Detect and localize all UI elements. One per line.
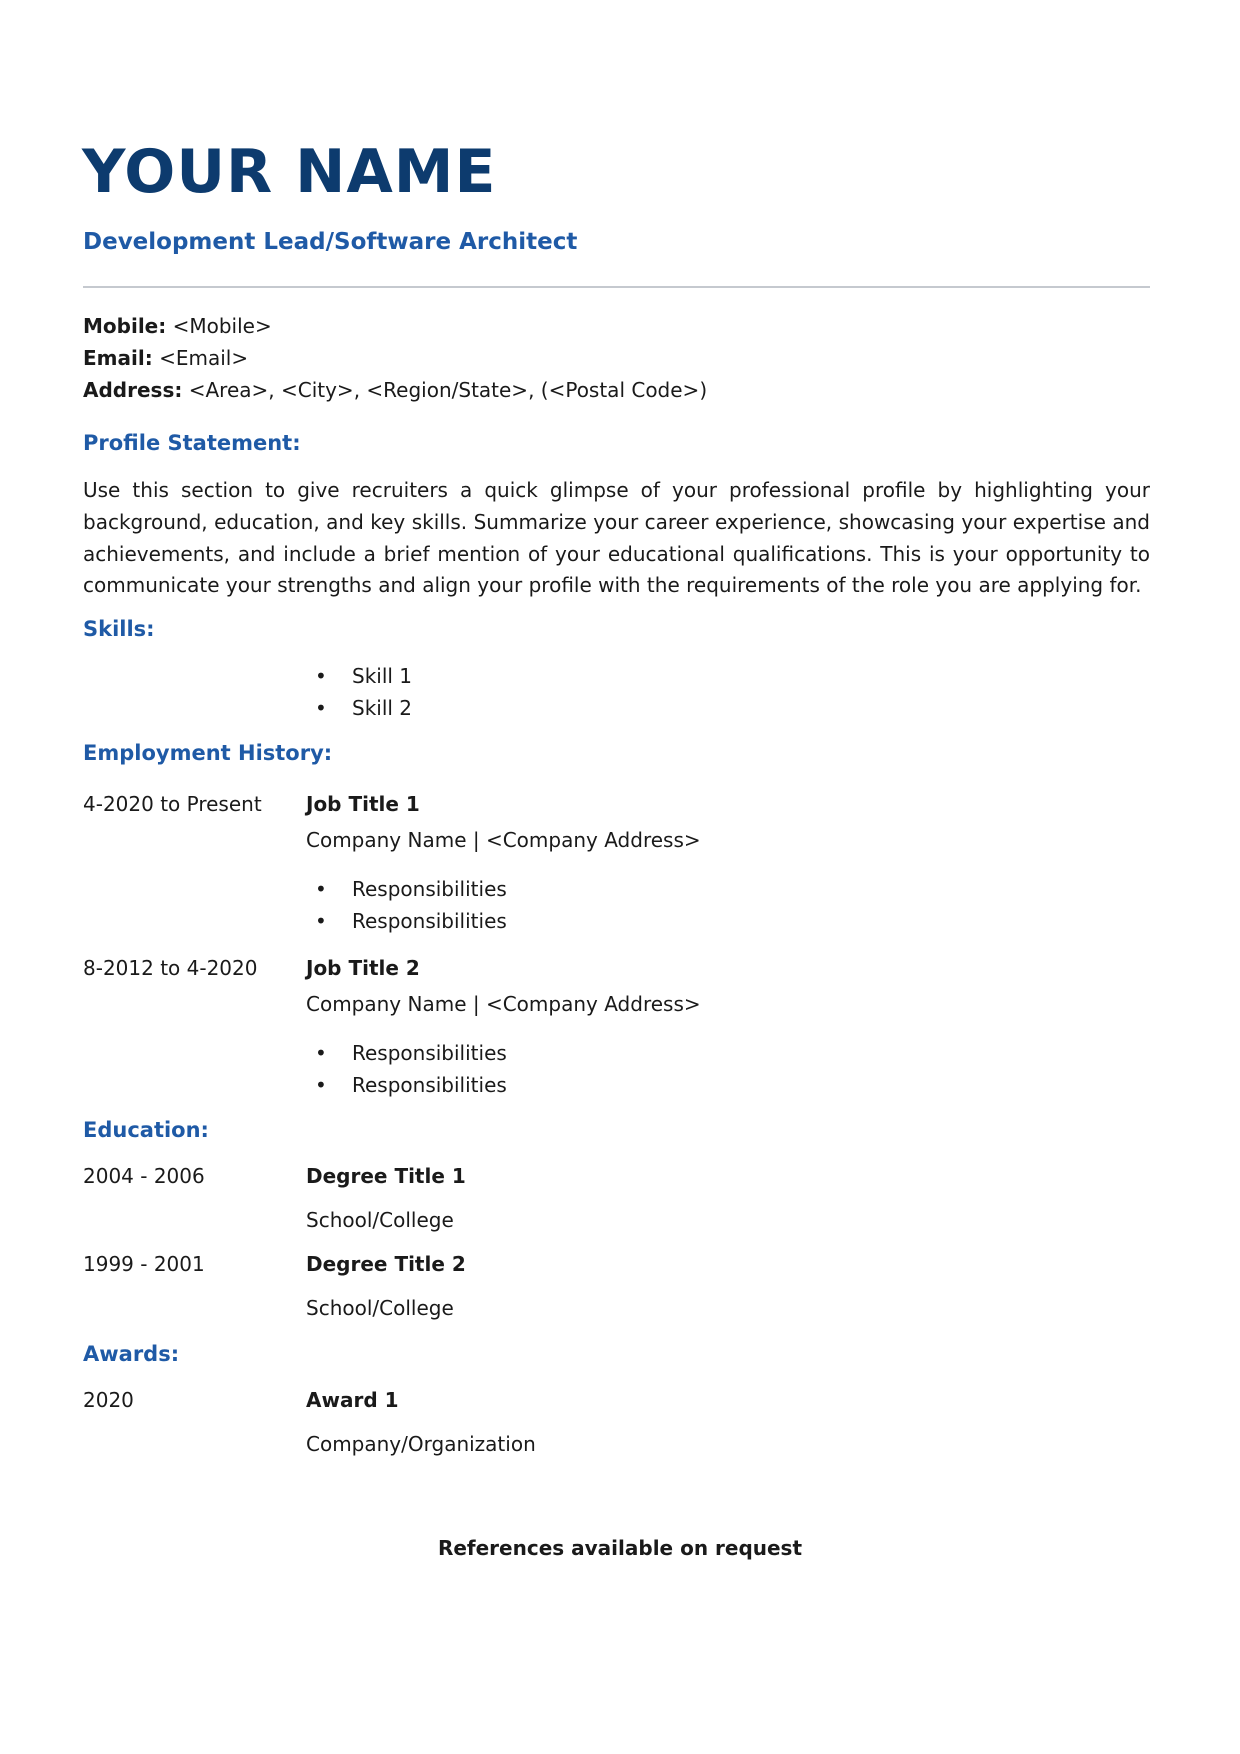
mobile-label: Mobile: [83,314,167,338]
job-company: Company Name | <Company Address> [306,992,701,1016]
contact-address [83,376,707,404]
bullet-dot: • [315,696,327,720]
skill-label: Skill 1 [352,664,413,688]
responsibility-label: Responsibilities [352,1073,507,1097]
degree-title: Degree Title 1 [306,1164,466,1188]
email-value: <Email> [159,346,249,370]
contact-mobile [83,312,272,340]
job-dates: 4-2020 to Present [83,792,262,816]
bullet-dot: • [315,909,327,933]
job-company: Company Name | <Company Address> [306,828,701,852]
address-value: <Area>, <City>, <Region/State>, (<Postal Code>) [188,378,708,402]
candidate-name: YOUR NAME [82,137,497,207]
skills-heading: Skills: [83,617,155,641]
profile-heading: Profile Statement: [83,431,301,455]
education-dates: 2004 - 2006 [83,1164,205,1188]
profile-statement: Use this section to give recruiters a quick glimpse of your professional profile by highlighting your background, education, and key skills. Summarize your career experience, showcasing your expertise and achievements, and include a brief mention of your educational qualifications. This is your opportunity to communicate your strengths and align your profile with the requirements of the role you are applying for. [83,478,1150,598]
mobile-value: <Mobile> [172,314,272,338]
awards-heading: Awards: [83,1342,180,1366]
education-heading: Education: [83,1118,209,1142]
responsibility-label: Responsibilities [352,909,507,933]
job-dates: 8-2012 to 4-2020 [83,956,258,980]
header-divider [83,286,1150,288]
bullet-dot: • [315,1041,327,1065]
skill-label: Skill 2 [352,696,413,720]
education-dates: 1999 - 2001 [83,1252,205,1276]
award-title: Award 1 [306,1388,399,1412]
responsibility-label: Responsibilities [352,1041,507,1065]
school-name: School/College [306,1296,454,1320]
contact-email [83,344,248,372]
bullet-dot: • [315,877,327,901]
award-year: 2020 [83,1388,134,1412]
job-title: Job Title 1 [306,792,420,816]
responsibility-label: Responsibilities [352,877,507,901]
bullet-dot: • [315,664,327,688]
degree-title: Degree Title 2 [306,1252,466,1276]
award-organization: Company/Organization [306,1432,536,1456]
email-label: Email: [83,346,153,370]
school-name: School/College [306,1208,454,1232]
bullet-dot: • [315,1073,327,1097]
job-role-title: Development Lead/Software Architect [83,229,578,255]
references-note: References available on request [437,1536,803,1560]
job-title: Job Title 2 [306,956,420,980]
address-label: Address: [83,378,183,402]
employment-heading: Employment History: [83,741,333,765]
